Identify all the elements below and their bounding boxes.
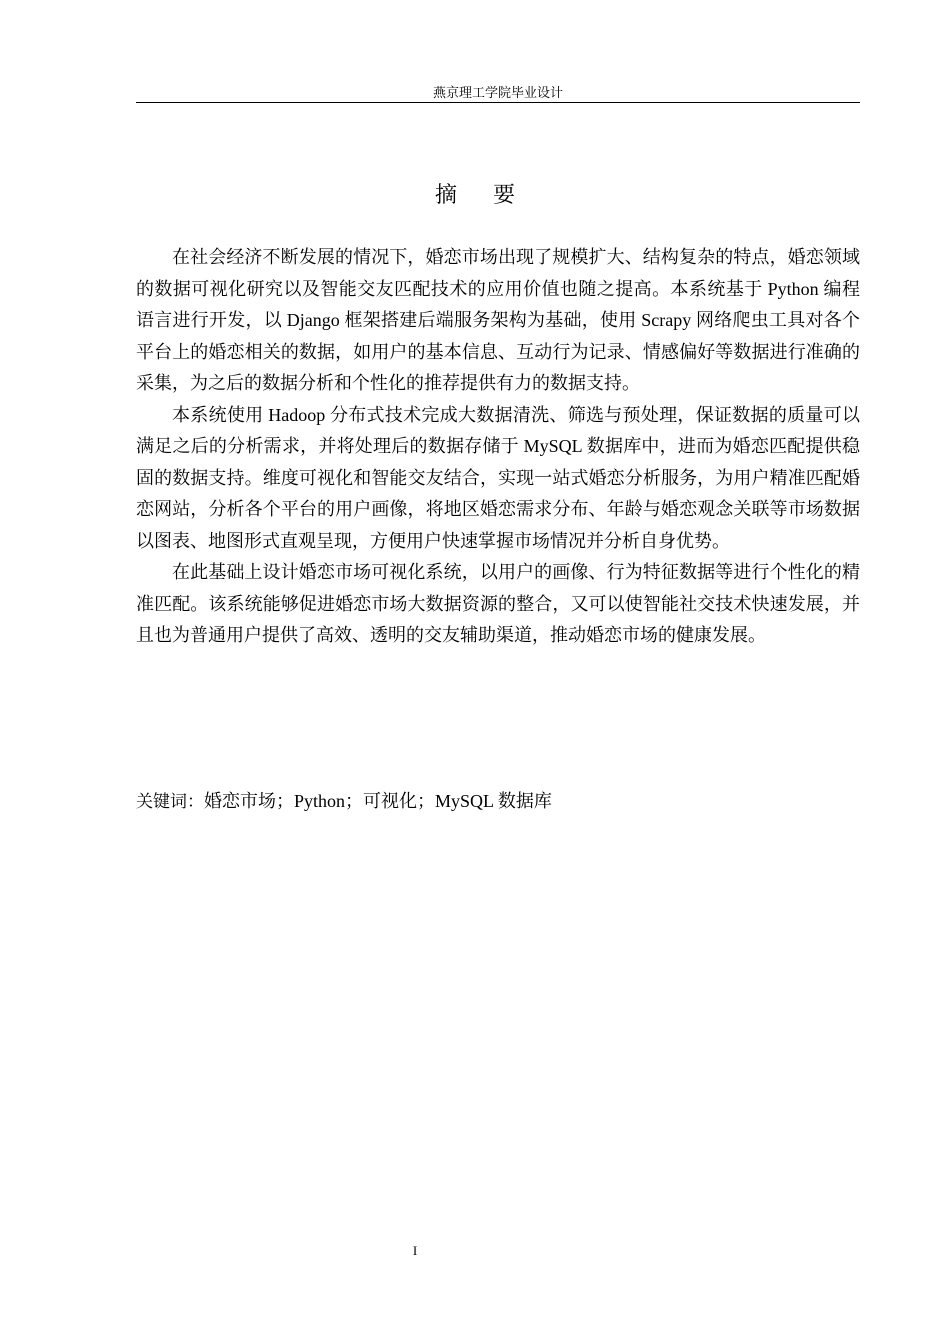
keywords-line: [136, 786, 860, 817]
abstract-body: [136, 242, 860, 652]
abstract-paragraph: 在此基础上设计婚恋市场可视化系统，以用户的画像、行为特征数据等进行个性化的精准匹配。该系统能够促进婚恋市场大数据资源的整合，又可以使智能社交技术快速发展，并且也为普通用户提供了高效、透明的交友辅助渠道，推动婚恋市场的健康发展。: [136, 562, 860, 645]
abstract-paragraph: 本系统使用 Hadoop 分布式技术完成大数据清洗、筛选与预处理，保证数据的质量可以满足之后的分析需求，并将处理后的数据存储于 MySQL 数据库中，进而为婚恋匹配提供稳固的数据支持。维度可视化和智能交友结合，实现一站式婚恋分析服务，为用户精准匹配婚恋网站，分析各个平台的用户画像，将地区婚恋需求分布、年龄与婚恋观念关联等市场数据以图表、地图形式直观呈现，方便用户快速掌握市场情况并分析自身优势。: [136, 404, 860, 551]
abstract-paragraph: 在社会经济不断发展的情况下，婚恋市场出现了规模扩大、结构复杂的特点，婚恋领域的数据可视化研究以及智能交友匹配技术的应用价值也随之提高。本系统基于 Python 编程语言进行开发，以 Django 框架搭建后端服务架构为基础，使用 Scrapy 网络爬虫工具对各个平台上的婚恋相关的数据，如用户的基本信息、互动行为记录、情感偏好等数据进行准确的采集，为之后的数据分析和个性化的推荐提供有力的数据支持。: [136, 247, 860, 393]
keywords-label: 关键词：: [136, 792, 204, 812]
header-text: 燕京理工学院毕业设计: [432, 85, 563, 100]
page-number: I: [412, 1243, 418, 1258]
page-header: [136, 86, 860, 103]
abstract-title: 摘要: [434, 182, 551, 207]
keywords-text: 婚恋市场；Python；可视化；MySQL 数据库: [204, 791, 552, 811]
